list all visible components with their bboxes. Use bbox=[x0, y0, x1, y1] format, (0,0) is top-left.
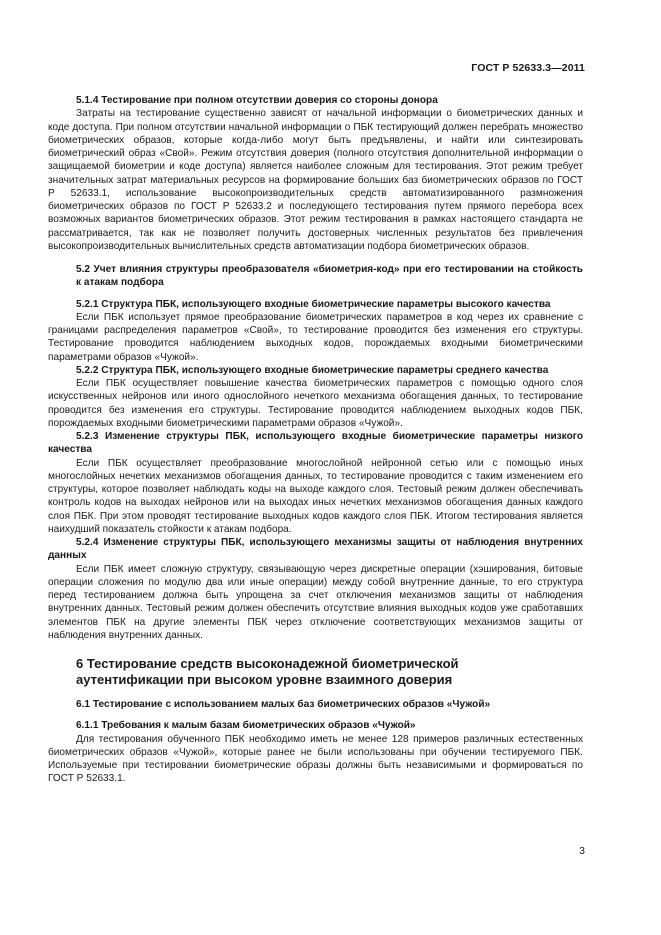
document-code-header: ГОСТ Р 52633.3—2011 bbox=[471, 62, 585, 74]
section-6-1-title: 6.1 Тестирование с использованием малых баз биометрических образов «Чужой» bbox=[76, 699, 491, 710]
page-number: 3 bbox=[579, 845, 585, 857]
section-5-1-4-paragraph: Затраты на тестирование существенно зависят от начальной информации о биометрических данных и коде доступа. При полном отсутствии начальной информации о ПБК тестирующий должен перебрать множество биометрических образов, которые когда-либо могут быть предъявлены, и найти или синтезировать биометрический образ «Свой». Режим отсутствия доверия (полного отсутствия дополнительной информации о защищаемой биометрии и коде доступа) является наиболее сложным для тестирования. Этот режим требует значительных затрат материальных ресурсов на формирование больших баз биометрических образов по ГОСТ Р 52633.1, использование высокопроизводительных средств автоматизированного размножения биометрических образов по ГОСТ Р 52633.2 и последующего тестирования путем прямого перебора всех возможных вариантов биометрических образов. Этот режим тестирования в рамках настоящего стандарта не рассматривается, так как не позволяет получить достоверных численных результатов без привлечения высокопроизводительных вычислительных средств автоматизации подбора биометрических образов. bbox=[48, 108, 583, 252]
section-5-2-2-title: 5.2.2 Структура ПБК, использующего входные биометрические параметры среднего качества bbox=[76, 364, 549, 376]
section-5-2-4-paragraph: Если ПБК имеет сложную структуру, связывающую через дискретные операции (хэширования, битовые операции сложения по модулю два или иные операции) между собой внутренние данные, то его структура перед тестированием должна быть упрощена за счет отключения механизмов защиты от наблюдения внутренних данных. Тестовый режим должен обеспечить отсутствие влияния выходных кодов уже сработавших элементов ПБК на другие элементы ПБК через отключение соответствующих механизмов защиты от наблюдения внутренних данных. bbox=[48, 563, 583, 641]
section-5-2-title: 5.2 Учет влияния структуры преобразователя «биометрия-код» при его тестировании на стойкость к атакам подбора bbox=[76, 264, 583, 289]
section-5-2-2-paragraph: Если ПБК осуществляет повышение качества биометрических параметров с помощью одного слоя искусственных нейронов или иного однослойного нечеткого механизма обогащения данных, то тестирование проводится без изменения его структуры. Тестирование проводится наблюдением выходных кодов ПБК, порождаемых входными биометрическими параметрами образов «Чужой». bbox=[48, 378, 583, 429]
section-5-2-3-paragraph: Если ПБК осуществляет преобразование многослойной нейронной сетью или с помощью иных многослойных нечетких механизмов обогащения данных, то тестирование проводится с таким изменением его структуры, которое позволяет наблюдать коды на выходе каждого слоя. Тестовый режим должен обеспечивать контроль кодов на выходах нейронов или на выходах иных нечетких механизмов обогащения данных каждого слоя ПБК. При этом проводят тестирование выходных кодов каждого слоя ПБК. Итогом тестирования является наихудший показатель стойкости к атакам подбора. bbox=[48, 457, 583, 535]
section-5-2-1-title: 5.2.1 Структура ПБК, использующего входные биометрические параметры высокого качества bbox=[76, 298, 551, 310]
document-body bbox=[48, 94, 583, 786]
section-5-1-4-title: 5.1.4 Тестирование при полном отсутствии доверия со стороны донора bbox=[76, 95, 438, 106]
section-6-1-1-paragraph: Для тестирования обученного ПБК необходимо иметь не менее 128 примеров различных естественных биометрических образов «Чужой», которые ранее не были использованы при обучении тестируемого ПБК. Используемые при тестировании биометрические образы должны быть независимыми и формироваться по ГОСТ Р 52633.1. bbox=[48, 733, 583, 785]
section-6-title-line-2: аутентификации при высоком уровне взаимного доверия bbox=[76, 672, 453, 687]
section-6-title-line-1: 6 Тестирование средств высоконадежной биометрической bbox=[76, 656, 459, 671]
section-6-1-1-title: 6.1.1 Требования к малым базам биометрических образов «Чужой» bbox=[76, 720, 416, 732]
section-5-2-3-title: 5.2.3 Изменение структуры ПБК, использующего входные биометрические параметры низкого качества bbox=[48, 431, 583, 456]
section-6-title bbox=[48, 656, 583, 688]
section-5-2-4-title: 5.2.4 Изменение структуры ПБК, использующего механизмы защиты от наблюдения внутренних данных bbox=[48, 537, 583, 562]
section-5-2-1-paragraph: Если ПБК использует прямое преобразование биометрических параметров в код через их сравнение с границами распределения параметров «Свой», то тестирование проводится без изменения его структуры. Тестирование проводится наблюдением выходных кодов, порождаемых входными биометрическими параметрами образов «Чужой». bbox=[48, 311, 583, 363]
